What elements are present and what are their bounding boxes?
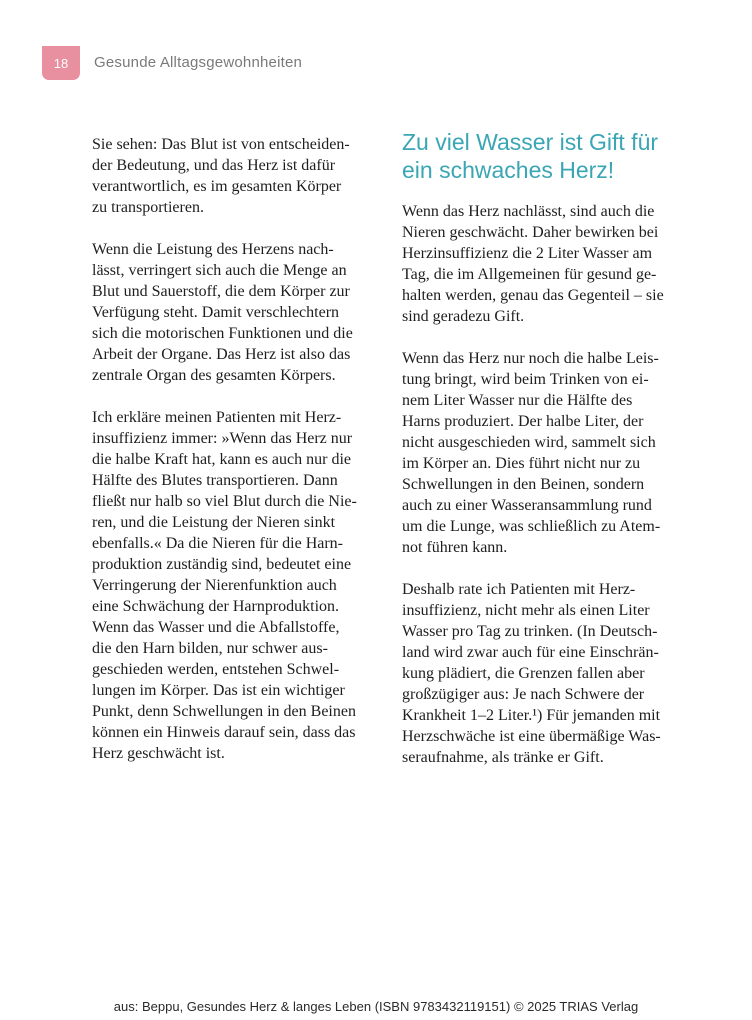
text-line: Arbeit der Organe. Das Herz ist also das xyxy=(92,346,351,363)
text-line: im Körper an. Dies führt nicht nur zu xyxy=(402,455,641,472)
text-line: Verfügung steht. Damit verschlechtern xyxy=(92,304,340,321)
text-line: großzügiger aus: Je nach Schwere der xyxy=(402,686,645,703)
text-line: Harns produziert. Der halbe Liter, der xyxy=(402,413,644,430)
text-line: lungen im Körper. Das ist ein wichtiger xyxy=(92,682,345,699)
text-line: nicht ausgeschieden wird, sammelt sich xyxy=(402,434,656,451)
text-line: produktion zuständig sind, bedeutet eine xyxy=(92,556,352,573)
text-line: Sie sehen: Das Blut ist von entscheiden- xyxy=(92,136,350,153)
text-line: nem Liter Wasser nur die Hälfte des xyxy=(402,392,633,409)
text-line: ren, und die Leistung der Nieren sinkt xyxy=(92,514,336,531)
text-line: verantwortlich, es im gesamten Körper xyxy=(92,178,342,195)
paragraph xyxy=(402,348,732,558)
right-column xyxy=(402,129,732,789)
text-line: sind geradezu Gift. xyxy=(402,308,525,325)
text-line: Wenn das Herz nachlässt, sind auch die xyxy=(402,203,655,220)
text-line: insuffizienz, nicht mehr als einen Liter xyxy=(402,602,650,619)
text-line: Herz geschwächt ist. xyxy=(92,745,225,762)
text-line: geschieden werden, entstehen Schwel- xyxy=(92,661,340,678)
paragraph xyxy=(92,134,422,218)
text-line: Blut und Sauerstoff, die dem Körper zur xyxy=(92,283,350,300)
paragraph xyxy=(92,239,422,386)
footer-citation: aus: Beppu, Gesundes Herz & langes Leben (ISBN 9783432119151) © 2025 TRIAS Verlag xyxy=(113,999,639,1014)
text-line: Verringerung der Nierenfunktion auch xyxy=(92,577,337,594)
heading-line: Zu viel Wasser ist Gift für xyxy=(402,129,659,155)
text-line: insuffizienz immer: »Wenn das Herz nur xyxy=(92,430,353,447)
heading-line: ein schwaches Herz! xyxy=(402,157,615,183)
text-line: not führen kann. xyxy=(402,539,508,556)
text-line: Nieren geschwächt. Daher bewirken bei xyxy=(402,224,659,241)
text-line: fließt nur halb so viel Blut durch die Nie- xyxy=(92,493,357,510)
text-line: tung bringt, wird beim Trinken von ei- xyxy=(402,371,649,388)
text-line: ebenfalls.« Da die Nieren für die Harn- xyxy=(92,535,343,552)
text-line: zu transportieren. xyxy=(92,199,204,216)
text-line: Krankheit 1–2 Liter.¹) Für jemanden mit xyxy=(402,707,661,724)
text-line: Wenn die Leistung des Herzens nach- xyxy=(92,241,334,258)
text-line: Herzschwäche ist eine übermäßige Was- xyxy=(402,728,661,745)
text-line: um die Lunge, was schließlich zu Atem- xyxy=(402,518,661,535)
text-line: Deshalb rate ich Patienten mit Herz- xyxy=(402,581,636,598)
text-line: eine Schwächung der Harnproduktion. xyxy=(92,598,340,615)
text-line: seraufnahme, als tränke er Gift. xyxy=(402,749,604,766)
left-column xyxy=(92,134,422,785)
text-line: sich die motorischen Funktionen und die xyxy=(92,325,353,342)
page-number: 18 xyxy=(53,55,69,71)
text-line: Hälfte des Blutes transportieren. Dann xyxy=(92,472,338,489)
paragraph xyxy=(402,579,732,768)
text-line: Tag, die im Allgemeinen für gesund ge- xyxy=(402,266,657,283)
paragraph xyxy=(402,201,732,327)
text-line: Ich erkläre meinen Patienten mit Herz- xyxy=(92,409,342,426)
paragraph xyxy=(92,407,422,764)
text-line: Wasser pro Tag zu trinken. (In Deutsch- xyxy=(402,623,658,640)
text-line: Herzinsuffizienz die 2 Liter Wasser am xyxy=(402,245,653,262)
text-line: auch zu einer Wasseransammlung rund xyxy=(402,497,652,514)
text-line: halten werden, genau das Gegenteil – sie xyxy=(402,287,664,304)
section-heading xyxy=(402,128,732,184)
text-line: kung plädiert, die Grenzen fallen aber xyxy=(402,665,645,682)
text-line: der Bedeutung, und das Herz ist dafür xyxy=(92,157,336,174)
text-line: Wenn das Herz nur noch die halbe Leis- xyxy=(402,350,659,367)
text-line: Punkt, denn Schwellungen in den Beinen xyxy=(92,703,356,720)
text-line: können ein Hinweis darauf sein, dass das xyxy=(92,724,356,741)
running-head: Gesunde Alltagsgewohnheiten xyxy=(94,54,303,71)
text-line: Wenn das Wasser und die Abfallstoffe, xyxy=(92,619,340,636)
text-line: die halbe Kraft hat, kann es auch nur die xyxy=(92,451,352,468)
text-line: land wird zwar auch für eine Einschrän- xyxy=(402,644,659,661)
text-line: zentrale Organ des gesamten Körpers. xyxy=(92,367,336,384)
text-line: Schwellungen in den Beinen, sondern xyxy=(402,476,645,493)
page-number-tab xyxy=(42,46,80,80)
text-line: lässt, verringert sich auch die Menge an xyxy=(92,262,347,279)
text-line: die den Harn bilden, nur schwer aus- xyxy=(92,640,328,657)
